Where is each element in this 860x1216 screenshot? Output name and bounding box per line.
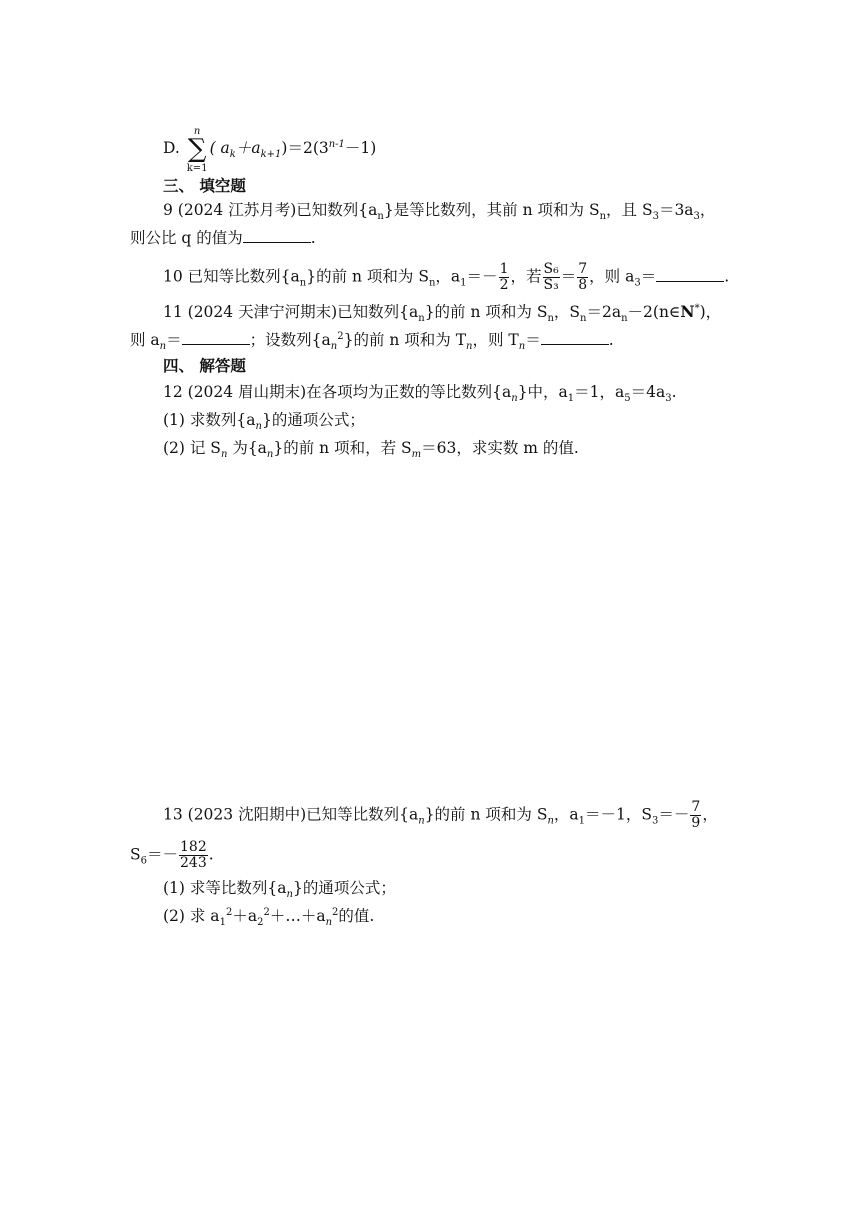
text: ＝63，求实数 m 的值. [421, 439, 579, 457]
expr-part: ( a [209, 139, 230, 157]
sum-upper: n [193, 126, 201, 137]
denominator: 243 [180, 855, 207, 871]
text: ，S [553, 303, 581, 321]
text: 11 (2024 天津宁河期末)已知数列{a [163, 303, 419, 321]
text: . [310, 229, 316, 247]
text: 9 (2024 江苏月考)已知数列{a [163, 201, 378, 219]
text: ， [702, 805, 718, 824]
text: ，则 a [589, 267, 635, 286]
section-title-fill-in: 三、 填空题 [163, 176, 246, 195]
fraction [690, 800, 701, 831]
text: ＋…＋a [269, 907, 326, 925]
text: }中，a [517, 383, 568, 401]
answer-blank[interactable] [656, 267, 724, 282]
numerator: 182 [180, 839, 207, 855]
q13-line1: 13 (2023 沈阳期中)已知等比数列$\{a_n\}$的前 n 项和为 $S_n$，$a_1=-1$，$S_3=-$ $\frac{7}{9}$ ， [163, 799, 718, 831]
text: 为{a [227, 439, 267, 457]
q12-part2: (2) 记 $S_n$ 为$\{a_n\}$的前 n 项和，若 $S_m=63$，求实数 m 的值. [163, 439, 579, 461]
text: ＝2a [586, 303, 622, 321]
q12-stem: 12 (2024 眉山期末)在各项均为正数的等比数列$\{a_n\}$中，$a_1=1$，$a_5=4a_3$. [163, 383, 677, 405]
expr-sub: k+1 [260, 149, 282, 161]
text: 则公比 q 的值为 [130, 229, 243, 247]
expr-sup: n-1 [328, 138, 345, 150]
numerator: 1 [499, 261, 509, 277]
denominator: S₃ [543, 277, 559, 293]
text: ＝ [640, 267, 657, 286]
text: ＝－1，S [585, 805, 652, 824]
text: ＝－ [658, 805, 690, 824]
text: }的前 n 项和为 S [424, 805, 548, 824]
q9-line2 [130, 228, 316, 248]
text: 13 (2023 沈阳期中)已知等比数列{a [163, 805, 419, 824]
text: N [680, 302, 695, 321]
text: (1) 求等比数列{a [163, 879, 287, 897]
text: ＝－ [147, 845, 179, 864]
answer-blank[interactable] [541, 330, 609, 345]
text: ＝－ [466, 267, 498, 286]
fraction [543, 262, 560, 293]
text: ，若 [510, 267, 542, 286]
sigma-icon: ∑ [187, 134, 207, 164]
text: }是等比数列，其前 n 项和为 S [383, 201, 600, 219]
q11-line2: 则 $a_n=$ ；设数列$\{a_n^2\}$的前 n 项和为 $T_n$，则 $T_n=$ . [130, 330, 614, 353]
text: }的通项公式； [261, 411, 365, 429]
section-title-solve: 四、 解答题 [163, 356, 246, 375]
q10-line: 10 已知等比数列$\{a_n\}$的前 n 项和为 $S_n$，$a_1=-$ $\frac{1}{2}$ ，若 $\frac{\text{S₆}}{\text{S₃}}$ ＝ $\frac{7}{8}$ ，则 $a_3=$ . [163, 261, 730, 293]
text: . [608, 331, 614, 349]
text: ＝ [560, 267, 577, 286]
text: (2) 求 a [163, 907, 220, 925]
text: )， [699, 303, 722, 321]
denominator: 9 [691, 815, 701, 831]
text: ＝ [525, 331, 541, 349]
text: ，且 S [606, 201, 653, 219]
text: 12 (2024 眉山期末)在各项均为正数的等比数列{a [163, 383, 512, 401]
text: ＋a [232, 907, 258, 925]
answer-blank[interactable] [182, 330, 250, 345]
fraction [179, 840, 208, 871]
numerator: S₆ [543, 261, 559, 277]
q11-line1: 11 (2024 天津宁河期末)已知数列$\{a_n\}$的前 n 项和为 $S_n$，$S_n=2a_n-2(n\in N^*)$， [163, 302, 722, 325]
expr-part: －1) [344, 139, 377, 157]
text: (1) 求数列{a [163, 411, 256, 429]
summation [187, 124, 208, 174]
text: －2(n∈ [627, 303, 681, 321]
q13-line2: $S_6=-$ $\frac{182}{243}$ . [130, 839, 214, 871]
q13-part1: (1) 求等比数列$\{a_n\}$的通项公式； [163, 879, 396, 901]
option-label: D. [163, 139, 180, 157]
text: }的前 n 项和为 T [343, 331, 467, 349]
text: * [694, 302, 700, 314]
text: ，a [435, 267, 461, 286]
numerator: 7 [691, 799, 701, 815]
text: ， [699, 201, 716, 219]
text: . [208, 845, 214, 864]
answer-blank[interactable] [243, 228, 311, 243]
text: ＝1，a [574, 383, 625, 401]
text: (2) 记 S [163, 439, 221, 457]
text: }的前 n 项和为 S [424, 303, 548, 321]
text: ，则 T [472, 331, 519, 349]
text: ＝3a [658, 201, 694, 219]
text: }的通项公式； [292, 879, 396, 897]
denominator: 8 [578, 277, 588, 293]
q9-line1: 9 (2024 江苏月考)已知数列$\{a_n\}$是等比数列，其前 n 项和为 $S_n$，且 $S_3=3a_3$， [163, 201, 716, 223]
text: 则 a [130, 331, 160, 349]
denominator: 2 [499, 277, 509, 293]
option-d [163, 124, 376, 174]
text: ；设数列{a [249, 331, 331, 349]
text: ，a [553, 805, 579, 824]
expr-part: ＋a [235, 139, 261, 157]
text: 10 已知等比数列{a [163, 267, 300, 286]
text: }的前 n 项和，若 S [273, 439, 412, 457]
q13-part2: (2) 求 $a_1^2+a_2^2+\dots+a_n^2$的值. [163, 906, 375, 929]
sum-lower: k=1 [186, 163, 208, 174]
text: }的前 n 项和为 S [306, 267, 429, 286]
text: ＝4a [630, 383, 666, 401]
text: . [724, 267, 730, 286]
text: ＝ [166, 331, 182, 349]
fraction [499, 262, 510, 293]
expr-part: )＝2(3 [281, 139, 329, 157]
text: 的值. [338, 907, 375, 925]
text: S [130, 845, 141, 864]
numerator: 7 [578, 261, 588, 277]
expr-sub: k [229, 149, 236, 161]
q12-part1: (1) 求数列$\{a_n\}$的通项公式； [163, 411, 365, 433]
fraction [577, 262, 588, 293]
text: . [671, 383, 677, 401]
